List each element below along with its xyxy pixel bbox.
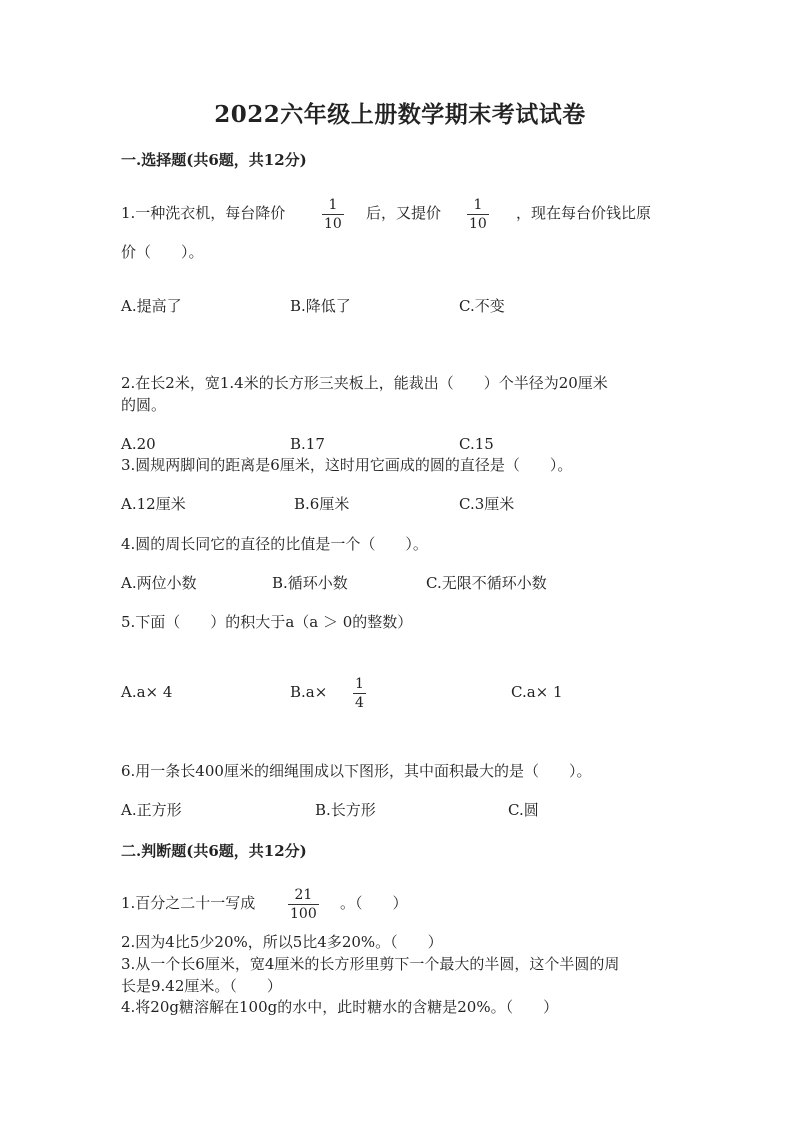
page-title: 2022六年级上册数学期末考试试卷	[214, 101, 586, 128]
q3-option-a: A.12厘米	[121, 495, 186, 513]
fraction-denominator: 100	[290, 906, 317, 922]
fraction-denominator: 10	[324, 216, 342, 232]
q1-text-line2: 价（ ）。	[121, 243, 204, 261]
fraction-numerator: 1	[473, 197, 483, 213]
q4-text: 4.圆的周长同它的直径的比值是一个（ ）。	[121, 535, 428, 553]
q2-text-line2: 的圆。	[121, 396, 167, 414]
q5-option-b-fraction	[353, 676, 366, 711]
j1-text-part-a: 1.百分之二十一写成	[121, 894, 256, 912]
q3-text: 3.圆规两脚间的距离是6厘米，这时用它画成的圆的直径是（ ）。	[121, 456, 573, 474]
q1-option-c: C.不变	[459, 297, 505, 315]
q3-option-b: B.6厘米	[294, 495, 350, 513]
q4-option-c: C.无限不循环小数	[426, 574, 547, 592]
q2-option-b: B.17	[290, 435, 325, 453]
section-heading-choice: 一.选择题(共6题，共12分)	[121, 151, 307, 169]
fraction-denominator: 10	[469, 216, 487, 232]
fraction-numerator: 1	[355, 676, 364, 692]
q6-text: 6.用一条长400厘米的细绳围成以下图形，其中面积最大的是（ ）。	[121, 762, 592, 780]
j1-fraction	[288, 887, 319, 922]
q1-text-part-c: ，现在每台价钱比原	[516, 204, 652, 222]
q6-option-b: B.长方形	[315, 801, 376, 819]
q1-text-part-b: 后，又提价	[366, 204, 442, 222]
j3-text-line1: 3.从一个长6厘米，宽4厘米的长方形里剪下一个最大的半圆，这个半圆的周	[121, 955, 620, 973]
j1-text-part-b: 。（ ）	[340, 894, 408, 912]
q2-option-c: C.15	[459, 435, 494, 453]
q1-fraction-b	[467, 197, 489, 232]
q2-text-line1: 2.在长2米，宽1.4米的长方形三夹板上，能裁出（ ）个半径为20厘米	[121, 374, 608, 392]
fraction-numerator: 1	[328, 197, 338, 213]
q5-option-b: B.a×	[290, 683, 328, 701]
q3-option-c: C.3厘米	[459, 495, 515, 513]
q4-option-b: B.循环小数	[272, 574, 348, 592]
q6-option-c: C.圆	[508, 801, 539, 819]
q1-option-a: A.提高了	[121, 297, 182, 315]
j3-text-line2: 长是9.42厘米。（ ）	[121, 977, 282, 995]
q1-text-part-a: 1.一种洗衣机，每台降价	[121, 204, 286, 222]
q5-text: 5.下面（ ）的积大于a（a ＞ 0的整数）	[121, 613, 413, 631]
q1-option-b: B.降低了	[290, 297, 351, 315]
j4-text: 4.将20g糖溶解在100g的水中，此时糖水的含糖是20%。（ ）	[121, 998, 559, 1016]
q1-fraction-a	[322, 197, 344, 232]
j2-text: 2.因为4比5少20%，所以5比4多20%。（ ）	[121, 933, 443, 951]
q5-option-c: C.a× 1	[511, 683, 563, 701]
q2-option-a: A.20	[121, 435, 156, 453]
q6-option-a: A.正方形	[121, 801, 182, 819]
q5-option-a: A.a× 4	[121, 683, 173, 701]
fraction-denominator: 4	[355, 695, 364, 711]
q4-option-a: A.两位小数	[121, 574, 197, 592]
fraction-numerator: 21	[294, 887, 313, 903]
section-heading-judgment: 二.判断题(共6题，共12分)	[121, 842, 307, 860]
